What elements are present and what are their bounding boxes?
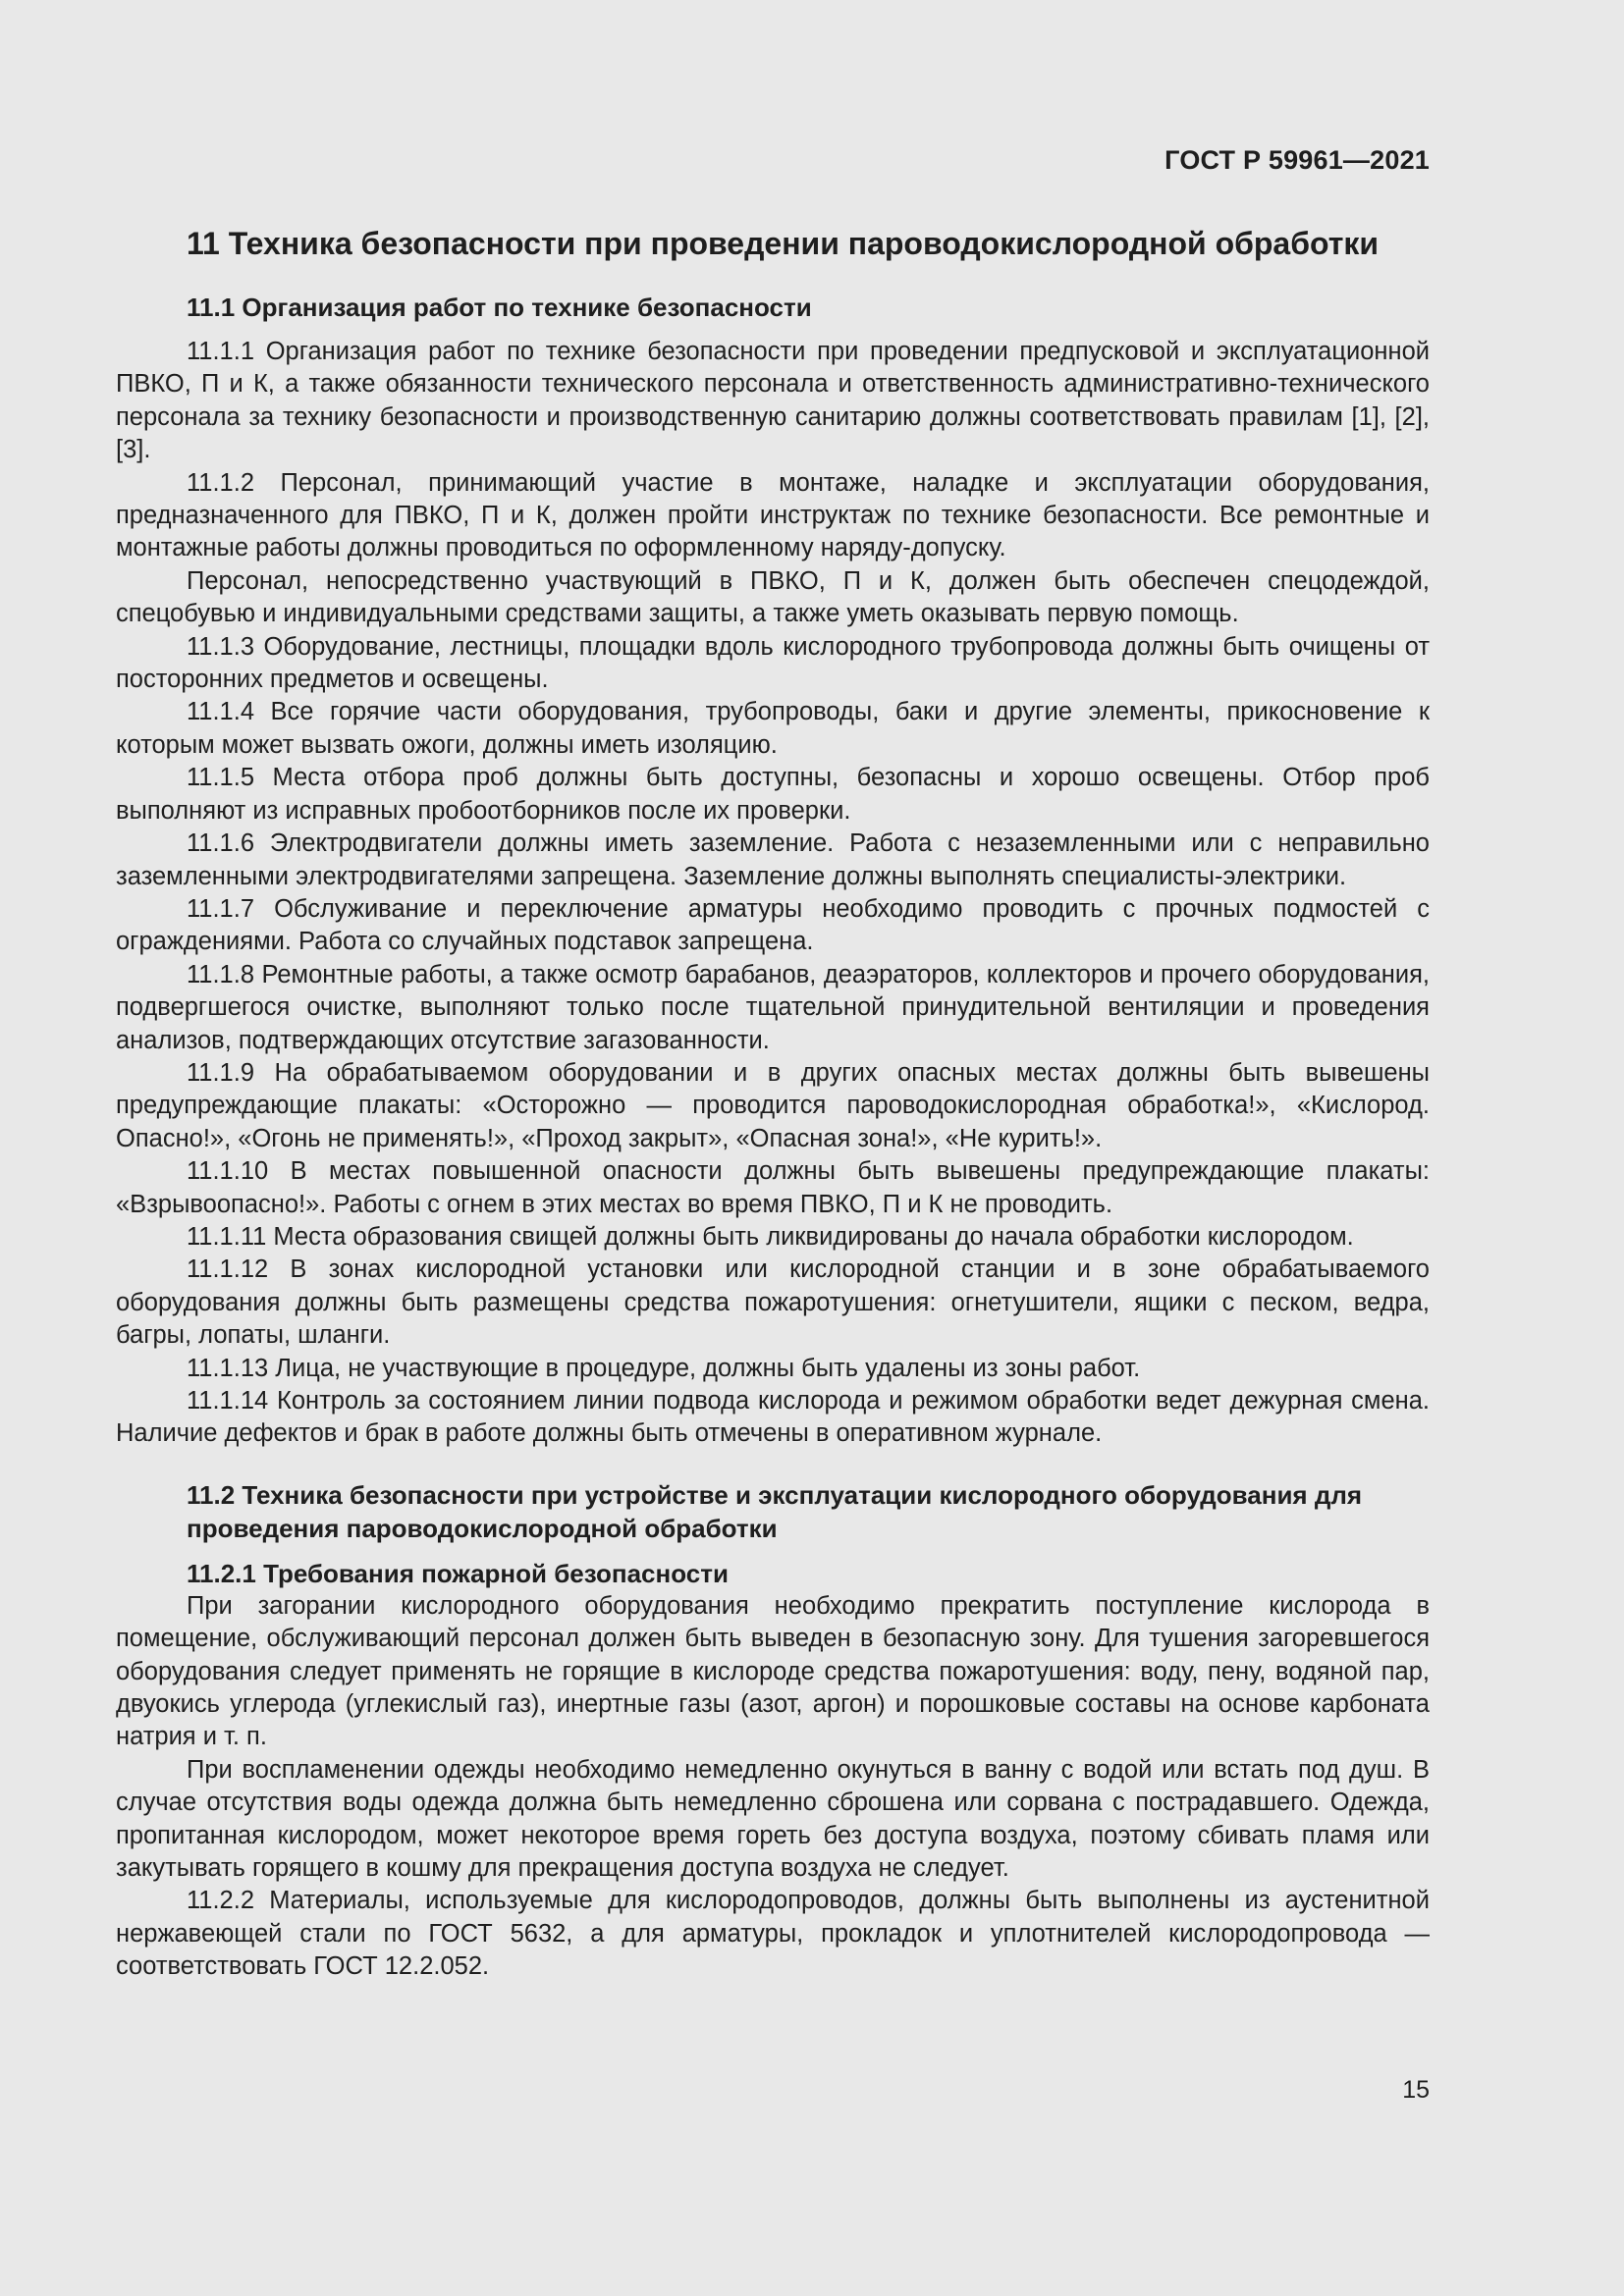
subsection-title: 11.1 Организация работ по технике безопасности bbox=[187, 293, 812, 322]
paragraph: 11.1.5 Места отбора проб должны быть доступны, безопасны и хорошо освещены. Отбор проб выполняют из исправных пробоотборников после их проверки. bbox=[116, 764, 1430, 825]
paragraph: 11.1.10 В местах повышенной опасности должны быть вывешены предупреждающие плакаты: «Взрывоопасно!». Работы с огнем в этих местах во время ПВКО, П и К не проводить. bbox=[116, 1157, 1430, 1218]
paragraph: 11.1.11 Места образования свищей должны быть ликвидированы до начала обработки кислородом. bbox=[187, 1222, 1354, 1251]
paragraph: 11.1.2 Персонал, принимающий участие в монтаже, наладке и эксплуатации оборудования, предназначенного для ПВКО, П и К, должен пройти инструктаж по технике безопасности. Все ремонтные и монтажные работы должны проводиться по оформленному наряду-допуску. bbox=[116, 468, 1430, 562]
clause-title: 11.2.1 Требования пожарной безопасности bbox=[187, 1558, 729, 1588]
paragraph: 11.2.2 Материалы, используемые для кислородопроводов, должны быть выполнены из аустенитной нержавеющей стали по ГОСТ 5632, а для арматуры, прокладок и уплотнителей кислородопровода — соответствовать ГОСТ 12.2.052. bbox=[116, 1887, 1430, 1981]
paragraph: 11.1.7 Обслуживание и переключение арматуры необходимо проводить с прочных подмостей с ограждениями. Работа со случайных подставок запрещена. bbox=[116, 894, 1430, 956]
paragraph: 11.1.14 Контроль за состоянием линии подвода кислорода и режимом обработки ведет дежурная смена. Наличие дефектов и брак в работе должны быть отмечены в оперативном журнале. bbox=[116, 1387, 1430, 1448]
paragraph: 11.1.3 Оборудование, лестницы, площадки вдоль кислородного трубопровода должны быть очищены от посторонних предметов и освещены. bbox=[116, 632, 1430, 694]
paragraph: При загорании кислородного оборудования необходимо прекратить поступление кислорода в помещение, обслуживающий персонал должен быть выведен в безопасную зону. Для тушения загоревшегося оборудования следует применять не горящие в кислороде средства пожаротушения: воду, пену, водяной пар, двуокись углерода (углекислый газ), инертные газы (азот, аргон) и порошковые составы на основе карбоната натрия и т. п. bbox=[116, 1591, 1430, 1751]
paragraph: При воспламенении одежды необходимо немедленно окунуться в ванну с водой или встать под душ. В случае отсутствия воды одежда должна быть немедленно сброшена или сорвана с пострадавшего. Одежда, пропитанная кислородом, может некоторое время гореть без доступа воздуха, поэтому сбивать пламя или закутывать горящего в кошму для прекращения доступа воздуха не следует. bbox=[116, 1755, 1430, 1883]
paragraph: 11.1.13 Лица, не участвующие в процедуре, должны быть удалены из зоны работ. bbox=[187, 1354, 1141, 1382]
paragraph: Персонал, непосредственно участвующий в ПВКО, П и К, должен быть обеспечен спецодеждой, спецобувью и индивидуальными средствами защиты, а также уметь оказывать первую помощь. bbox=[116, 566, 1430, 628]
section-title: 11 Техника безопасности при проведении пароводокислородной обработки bbox=[187, 226, 1380, 261]
paragraph: 11.1.12 В зонах кислородной установки или кислородной станции и в зоне обрабатываемого оборудования должны быть размещены средства пожаротушения: огнетушители, ящики с песком, ведра, багры, лопаты, шланги. bbox=[116, 1255, 1430, 1350]
page-number: 15 bbox=[1402, 2076, 1430, 2104]
paragraph: 11.1.9 На обрабатываемом оборудовании и в других опасных местах должны быть вывешены предупреждающие плакаты: «Осторожно — проводится пароводокислородная обработка!», «Кислород. Опасно!», «Огонь не применять!», «Проход закрыт», «Опасная зона!», «Не курить!». bbox=[116, 1058, 1430, 1152]
document-code-header: ГОСТ Р 59961—2021 bbox=[1164, 145, 1430, 175]
paragraph: 11.1.4 Все горячие части оборудования, трубопроводы, баки и другие элементы, прикосновение к которым может вызвать ожоги, должны иметь изоляцию. bbox=[116, 698, 1430, 759]
paragraph: 11.1.6 Электродвигатели должны иметь заземление. Работа с незаземленными или с неправильно заземленными электродвигателями запрещена. Заземление должны выполнять специалисты-электрики. bbox=[116, 829, 1430, 890]
paragraph: 11.1.8 Ремонтные работы, а также осмотр барабанов, деаэраторов, коллекторов и прочего оборудования, подвергшегося очистке, выполняют только после тщательной принудительной вентиляции и проведения анализов, подтверждающих отсутствие загазованности. bbox=[116, 960, 1430, 1054]
paragraph: 11.1.1 Организация работ по технике безопасности при проведении предпусковой и эксплуатационной ПВКО, П и К, а также обязанности технического персонала и ответственность административно-технического персонала за технику безопасности и производственную санитарию должны соответствовать правилам [1], [2], [3]. bbox=[116, 338, 1430, 464]
subsection-title: 11.2 Техника безопасности при устройстве и эксплуатации кислородного оборудования для проведения пароводокислородной обработки bbox=[187, 1479, 1363, 1543]
page-content bbox=[116, 222, 1430, 1984]
